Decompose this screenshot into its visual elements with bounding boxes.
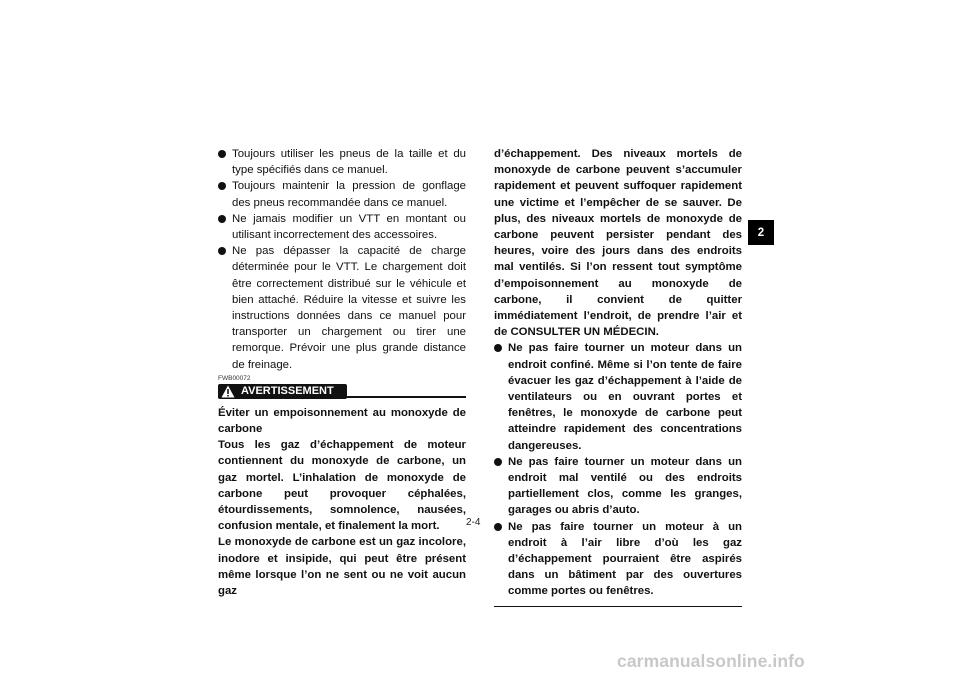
left-column <box>218 146 466 599</box>
warning-code: FWB00072 <box>218 374 251 382</box>
warning-label: AVERTISSEMENT <box>241 384 334 397</box>
warning-heading: Éviter un empoisonnement au monoxyde de carbone <box>218 406 466 436</box>
list-item: Ne pas faire tourner un moteur dans un endroit confiné. Même si l’on tente de faire évacuer les gaz d’échappement à l’aide de ventilateurs ou en ouvrant portes et fenêtres, le monoxyde de carbone peut atteindre rapidement des concentrations dangereuses. <box>494 340 742 453</box>
list-item: Ne pas faire tourner un moteur à un endroit à l’air libre d’où les gaz d’échappement pourraient être aspirés dans un bâtiment par des ouvertures comme portes ou fenêtres. <box>494 519 742 600</box>
warning-header <box>218 384 466 400</box>
carbon-monoxide-list <box>494 340 742 599</box>
watermark: carmanualsonline.info <box>617 651 805 671</box>
chapter-tab: 2 <box>748 220 774 245</box>
list-item: Toujours maintenir la pression de gonflage des pneus recommandée dans ce manuel. <box>218 178 466 210</box>
warning-paragraph: Le monoxyde de carbone est un gaz incolore, inodore et insipide, qui peut être présent même lorsque l’on ne sent ou ne voit aucun gaz <box>218 536 466 598</box>
bullet-icon <box>494 458 502 466</box>
bullet-icon <box>494 344 502 352</box>
right-column <box>494 146 742 607</box>
tire-safety-list <box>218 146 466 373</box>
list-item: Ne jamais modifier un VTT en montant ou utilisant incorrectement des accessoires. <box>218 211 466 243</box>
page-number: 2-4 <box>466 517 481 528</box>
list-item: Toujours utiliser les pneus de la taille et du type spécifiés dans ce manuel. <box>218 146 466 178</box>
warning-paragraph-continued: d’échappement. Des niveaux mortels de monoxyde de carbone peuvent s’accumuler rapidement et peuvent suffoquer rapidement une victime et l’empêcher de se sauver. De plus, des niveaux mortels de monoxyde de carbone peuvent persister pendant des heures, voire des jours dans des endroits mal ventilés. Si l’on ressent tout symptôme d’empoisonnement au monoxyde de carbone, il convient de quitter immédiatement l’endroit, de prendre l’air et de CONSULTER UN MÉDECIN. <box>494 148 742 339</box>
bullet-icon <box>218 215 226 223</box>
warning-triangle-icon <box>221 385 235 398</box>
bullet-icon <box>218 182 226 190</box>
warning-paragraph: Tous les gaz d’échappement de moteur contiennent du monoxyde de carbone, un gaz mortel. L’inhalation de monoxyde de carbone peut provoquer céphalées, étourdissements, somnolence, nausées, confusion mentale, et finalement la mort. <box>218 439 466 533</box>
warning-badge <box>218 384 347 399</box>
list-item: Ne pas faire tourner un moteur dans un endroit mal ventilé ou des endroits partiellement clos, comme les granges, garages ou abris d’auto. <box>494 454 742 519</box>
bullet-icon <box>494 523 502 531</box>
bullet-icon <box>218 150 226 158</box>
warning-end-rule <box>494 606 742 608</box>
list-item: Ne pas dépasser la capacité de charge déterminée pour le VTT. Le chargement doit être correctement distribué sur le véhicule et bien attaché. Réduire la vitesse et suivre les instructions données dans ce manuel pour transporter un chargement ou tirer une remorque. Prévoir une plus grande distance de freinage. <box>218 243 466 373</box>
bullet-icon <box>218 247 226 255</box>
